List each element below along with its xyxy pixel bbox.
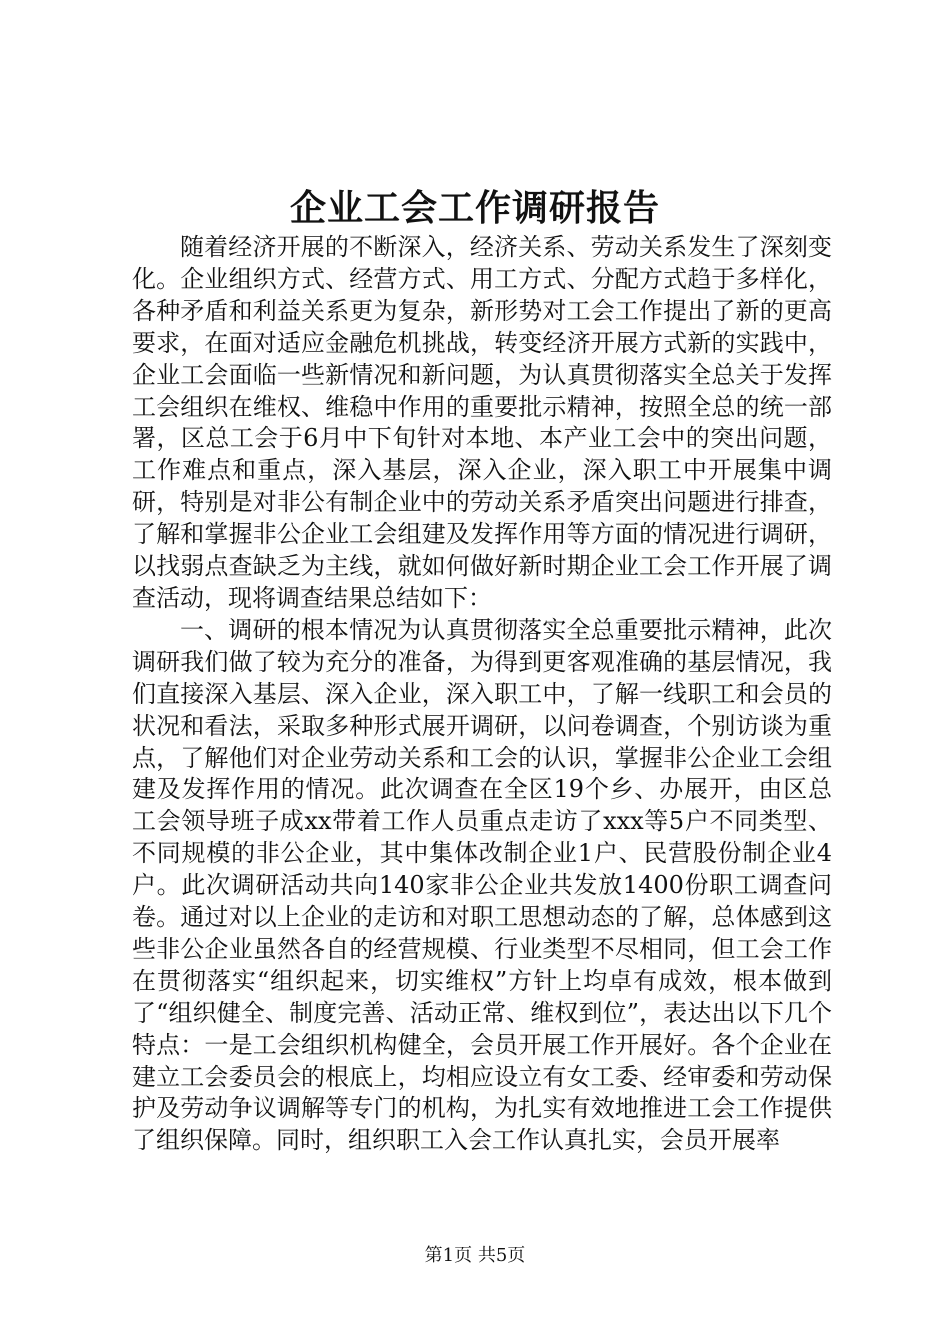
paragraph-section-1: 一、调研的根本情况为认真贯彻落实全总重要批示精神，此次调研我们做了较为充分的准备，为得到更客观准确的基层情况，我们直接深入基层、深入企业，深入职工中，了解一线职工和会员的状况和看法，采取多种形式展开调研，以问卷调查，个别访谈为重点，了解他们对企业劳动关系和工会的认识，掌握非公企业工会组建及发挥作用的情况。此次调查在全区19个乡、办展开，由区总工会领导班子成xx带着工作人员重点走访了xxx等5户不同类型、不同规模的非公企业，其中集体改制企业1户、民营股份制企业4户。此次调研活动共向140家非公企业共发放1400份职工调查问卷。通过对以上企业的走访和对职工思想动态的了解，总体感到这些非公企业虽然各自的经营规模、行业类型不尽相同，但工会工作在贯彻落实“组织起来，切实维权”方针上均卓有成效，根本做到了“组织健全、制度完善、活动正常、维权到位”，表达出以下几个特点：一是工会组织机构健全，会员开展工作开展好。各个企业在建立工会委员会的根底上，均相应设立有女工委、经审委和劳动保护及劳动争议调解等专门的机构，为扎实有效地推进工会工作提供了组织保障。同时，组织职工入会工作认真扎实，会员开展率 (132, 615, 832, 1155)
document-body (132, 232, 832, 1157)
page-number-footer: 第1页 共5页 (424, 1245, 526, 1266)
document-title: 企业工会工作调研报告 (289, 187, 660, 229)
paragraph-intro: 随着经济开展的不断深入，经济关系、劳动关系发生了深刻变化。企业组织方式、经营方式、用工方式、分配方式趋于多样化，各种矛盾和利益关系更为复杂，新形势对工会工作提出了新的更高要求，在面对适应金融危机挑战，转变经济开展方式新的实践中，企业工会面临一些新情况和新问题，为认真贯彻落实全总关于发挥工会组织在维权、维稳中作用的重要批示精神，按照全总的统一部署，区总工会于6月中下旬针对本地、本产业工会中的突出问题，工作难点和重点，深入基层，深入企业，深入职工中开展集中调研，特别是对非公有制企业中的劳动关系矛盾突出问题进行排查，了解和掌握非公企业工会组建及发挥作用等方面的情况进行调研，以找弱点查缺乏为主线，就如何做好新时期企业工会工作开展了调查活动，现将调查结果总结如下： (132, 233, 832, 612)
